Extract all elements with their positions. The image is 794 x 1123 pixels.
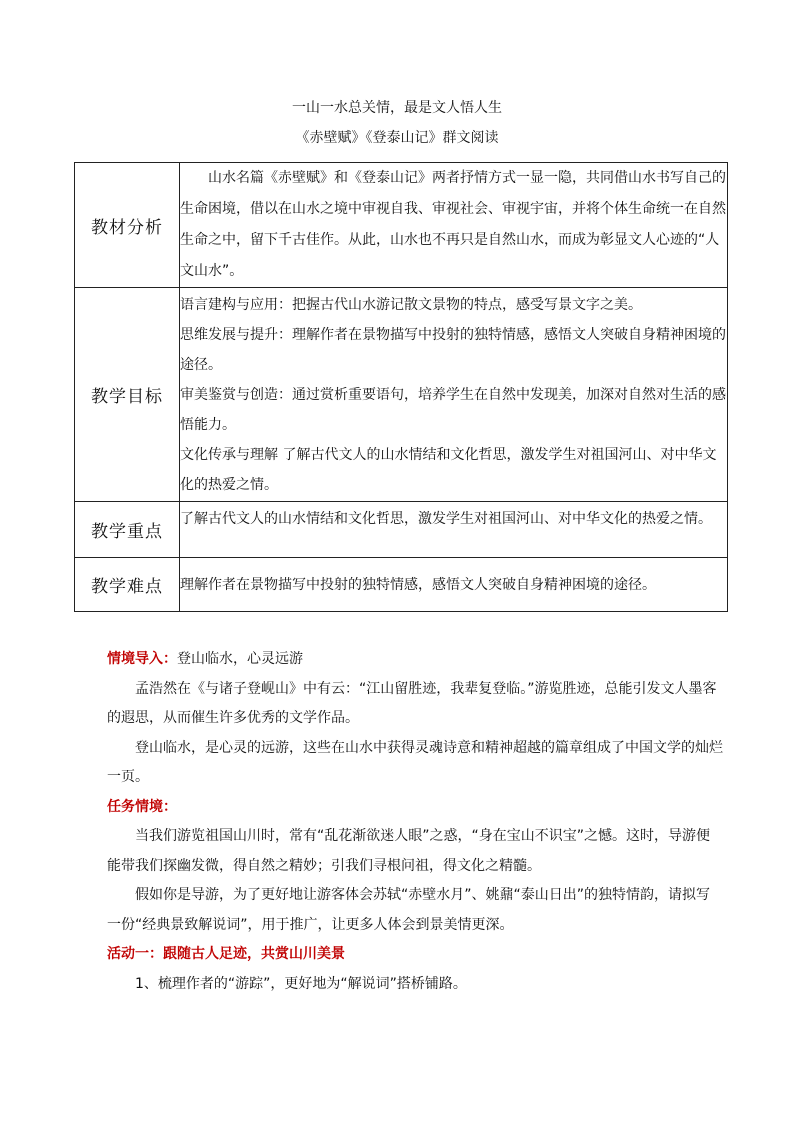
row-content-difficulties bbox=[180, 558, 728, 612]
task-heading-label: 任务情境： bbox=[107, 798, 177, 815]
lesson-plan-table bbox=[74, 162, 728, 612]
task-paragraph: 假如你是导游，为了更好地让游客体会苏轼“赤壁水月”、姚鼐“泰山日出”的独特情韵，请拟写一份“经典景致解说词”，用于推广，让更多人体会到景美情更深。 bbox=[107, 887, 711, 933]
analysis-paragraph: 山水名篇《赤壁赋》和《登泰山记》两者抒情方式一显一隐，共同借山水书写自己的生命困境，借以在山水之境中审视自我、审视社会、审视宇宙，并将个体生命统一在自然生命之中，留下千古佳作。从此，山水也不再只是自然山水，而成为彰显文人心迹的“人文山水”。 bbox=[180, 170, 726, 279]
table-row bbox=[75, 502, 728, 558]
row-content-analysis bbox=[180, 163, 728, 288]
intro-heading-label: 情境导入： bbox=[107, 651, 177, 667]
goal-item: 文化传承与理解 了解古代文人的山水情结和文化哲思，激发学生对祖国河山、对中华文化的热爱之情。 bbox=[180, 446, 717, 493]
table-row bbox=[75, 163, 728, 288]
intro-paragraph: 孟浩然在《与诸子登岘山》中有云：“江山留胜迹，我辈复登临。”游览胜迹，总能引发文人墨客的遐思，从而催生许多优秀的文学作品。 bbox=[107, 680, 717, 726]
row-label-key-points: 教学重点 bbox=[75, 502, 180, 558]
row-label-goals: 教学目标 bbox=[75, 288, 180, 502]
intro-heading-text: 登山临水，心灵远游 bbox=[177, 651, 303, 667]
activity-heading-label: 活动一：跟随古人足迹，共赏山川美景 bbox=[107, 946, 345, 962]
task-heading bbox=[107, 793, 723, 823]
document-subtitle: 《赤壁赋》《登泰山记》群文阅读 bbox=[295, 130, 499, 146]
row-label-analysis: 教材分析 bbox=[75, 163, 180, 288]
task-paragraph: 当我们游览祖国山川时，常有“乱花渐欲迷人眼”之惑，“身在宝山不识宝”之憾。这时，导游便能带我们探幽发微，得自然之精妙；引我们寻根问祖，得文化之精髓。 bbox=[107, 828, 711, 874]
document-title: 一山一水总关情，最是文人悟人生 bbox=[292, 100, 502, 116]
row-content-key-points bbox=[180, 502, 728, 558]
main-body bbox=[107, 645, 723, 999]
row-content-goals bbox=[180, 288, 728, 502]
goal-item: 语言建构与应用：把握古代山水游记散文景物的特点，感受写景文字之美。 bbox=[180, 296, 642, 313]
goal-item: 审美鉴赏与创造：通过赏析重要语句，培养学生在自然中发现美，加深对自然对生活的感悟能力。 bbox=[180, 386, 726, 433]
key-points-text: 了解古代文人的山水情结和文化哲思，激发学生对祖国河山、对中华文化的热爱之情。 bbox=[180, 510, 712, 527]
table-row bbox=[75, 288, 728, 502]
goal-item: 思维发展与提升：理解作者在景物描写中投射的独特情感，感悟文人突破自身精神困境的途径。 bbox=[180, 326, 726, 373]
intro-heading bbox=[107, 645, 723, 675]
table-row bbox=[75, 558, 728, 612]
activity-heading bbox=[107, 940, 723, 970]
activity-item: 1、梳理作者的“游踪”，更好地为“解说词”搭桥铺路。 bbox=[135, 975, 467, 992]
row-label-difficulties: 教学难点 bbox=[75, 558, 180, 612]
intro-paragraph: 登山临水，是心灵的远游，这些在山水中获得灵魂诗意和精神超越的篇章组成了中国文学的灿烂一页。 bbox=[107, 739, 723, 785]
difficulties-text: 理解作者在景物描写中投射的独特情感，感悟文人突破自身精神困境的途径。 bbox=[180, 576, 656, 593]
